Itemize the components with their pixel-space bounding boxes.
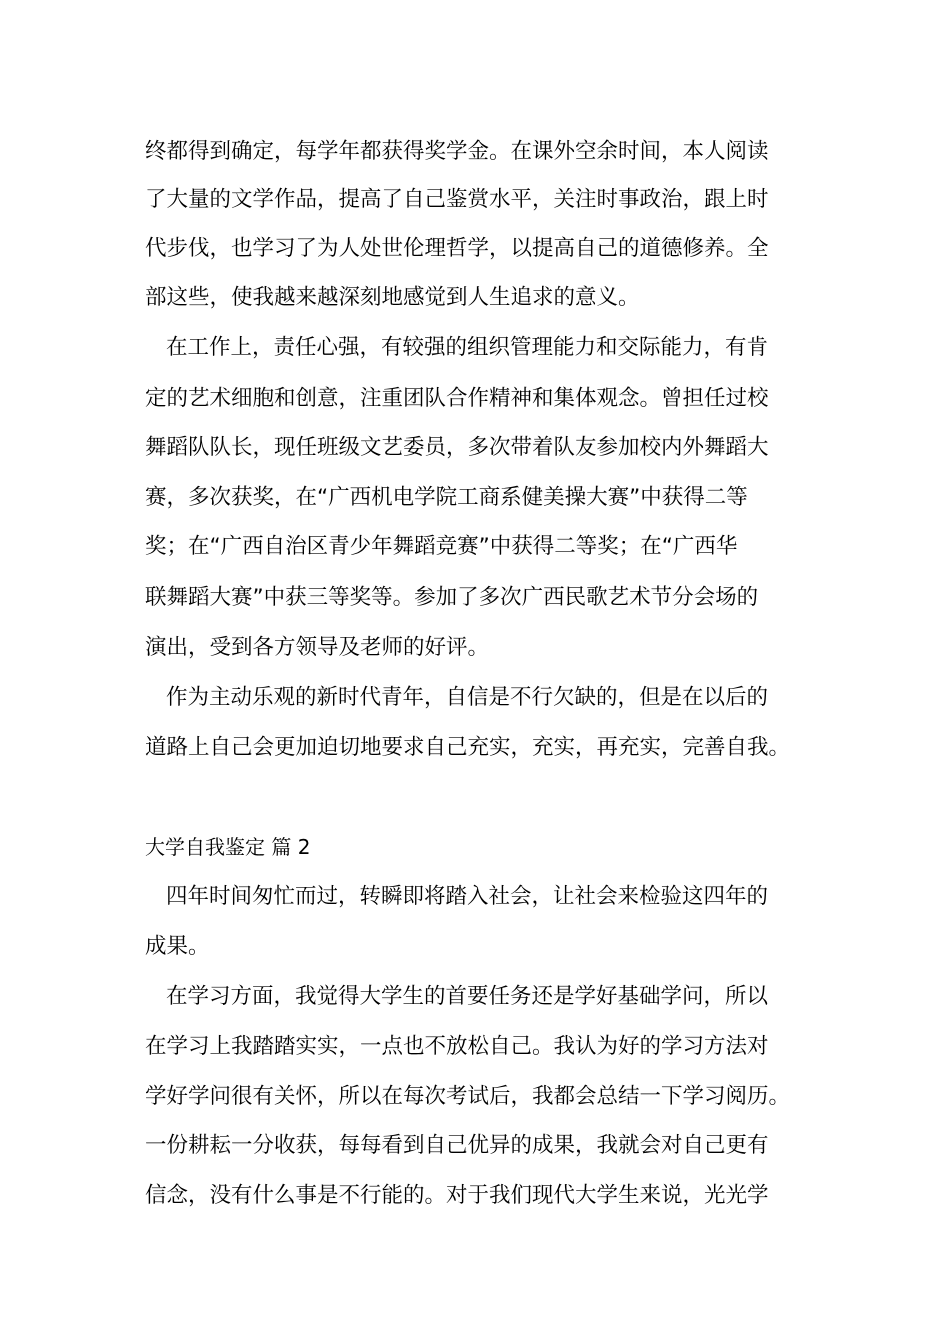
- text-line: 一份耕耘一分收获，每每看到自己优异的成果，我就会对自己更有: [145, 1133, 769, 1158]
- paragraph-start-line: 四年时间匆忙而过，转瞬即将踏入社会，让社会来检验这四年的: [166, 884, 769, 909]
- text-line: 道路上自己会更加迫切地要求自己充实，充实，再充实，完善自我。: [145, 735, 791, 760]
- text-line: 定的艺术细胞和创意，注重团队合作精神和集体观念。曾担任过校: [145, 386, 769, 411]
- text-line: 代步伐，也学习了为人处世伦理哲学，以提高自己的道德修养。全: [145, 236, 769, 261]
- text-line: 舞蹈队队长，现任班级文艺委员，多次带着队友参加校内外舞蹈大: [145, 435, 769, 460]
- section-heading: 大学自我鉴定 篇 2: [145, 835, 311, 859]
- text-line: 部这些，使我越来越深刻地感觉到人生追求的意义。: [145, 285, 640, 310]
- text-line: 赛，多次获奖，在“广西机电学院工商系健美操大赛”中获得二等: [145, 485, 748, 510]
- text-line: 奖；在“广西自治区青少年舞蹈竞赛”中获得二等奖；在“广西华: [145, 534, 738, 559]
- text-line: 了大量的文学作品，提高了自己鉴赏水平，关注时事政治，跟上时: [145, 187, 769, 212]
- text-line: 信念，没有什么事是不行能的。对于我们现代大学生来说，光光学: [145, 1183, 769, 1208]
- text-line: 成果。: [145, 934, 210, 959]
- text-line: 终都得到确定，每学年都获得奖学金。在课外空余时间，本人阅读: [145, 139, 769, 164]
- text-line: 在学习上我踏踏实实，一点也不放松自己。我认为好的学习方法对: [145, 1034, 769, 1059]
- paragraph-start-line: 作为主动乐观的新时代青年，自信是不行欠缺的，但是在以后的: [166, 685, 769, 710]
- text-line: 联舞蹈大赛”中获三等奖等。参加了多次广西民歌艺术节分会场的: [145, 585, 759, 610]
- text-line: 演出，受到各方领导及老师的好评。: [145, 635, 490, 660]
- paragraph-start-line: 在学习方面，我觉得大学生的首要任务还是学好基础学问，所以: [166, 984, 769, 1009]
- paragraph-start-line: 在工作上，责任心强，有较强的组织管理能力和交际能力，有肯: [166, 335, 769, 360]
- text-line: 学好学问很有关怀，所以在每次考试后，我都会总结一下学习阅历。: [145, 1084, 791, 1109]
